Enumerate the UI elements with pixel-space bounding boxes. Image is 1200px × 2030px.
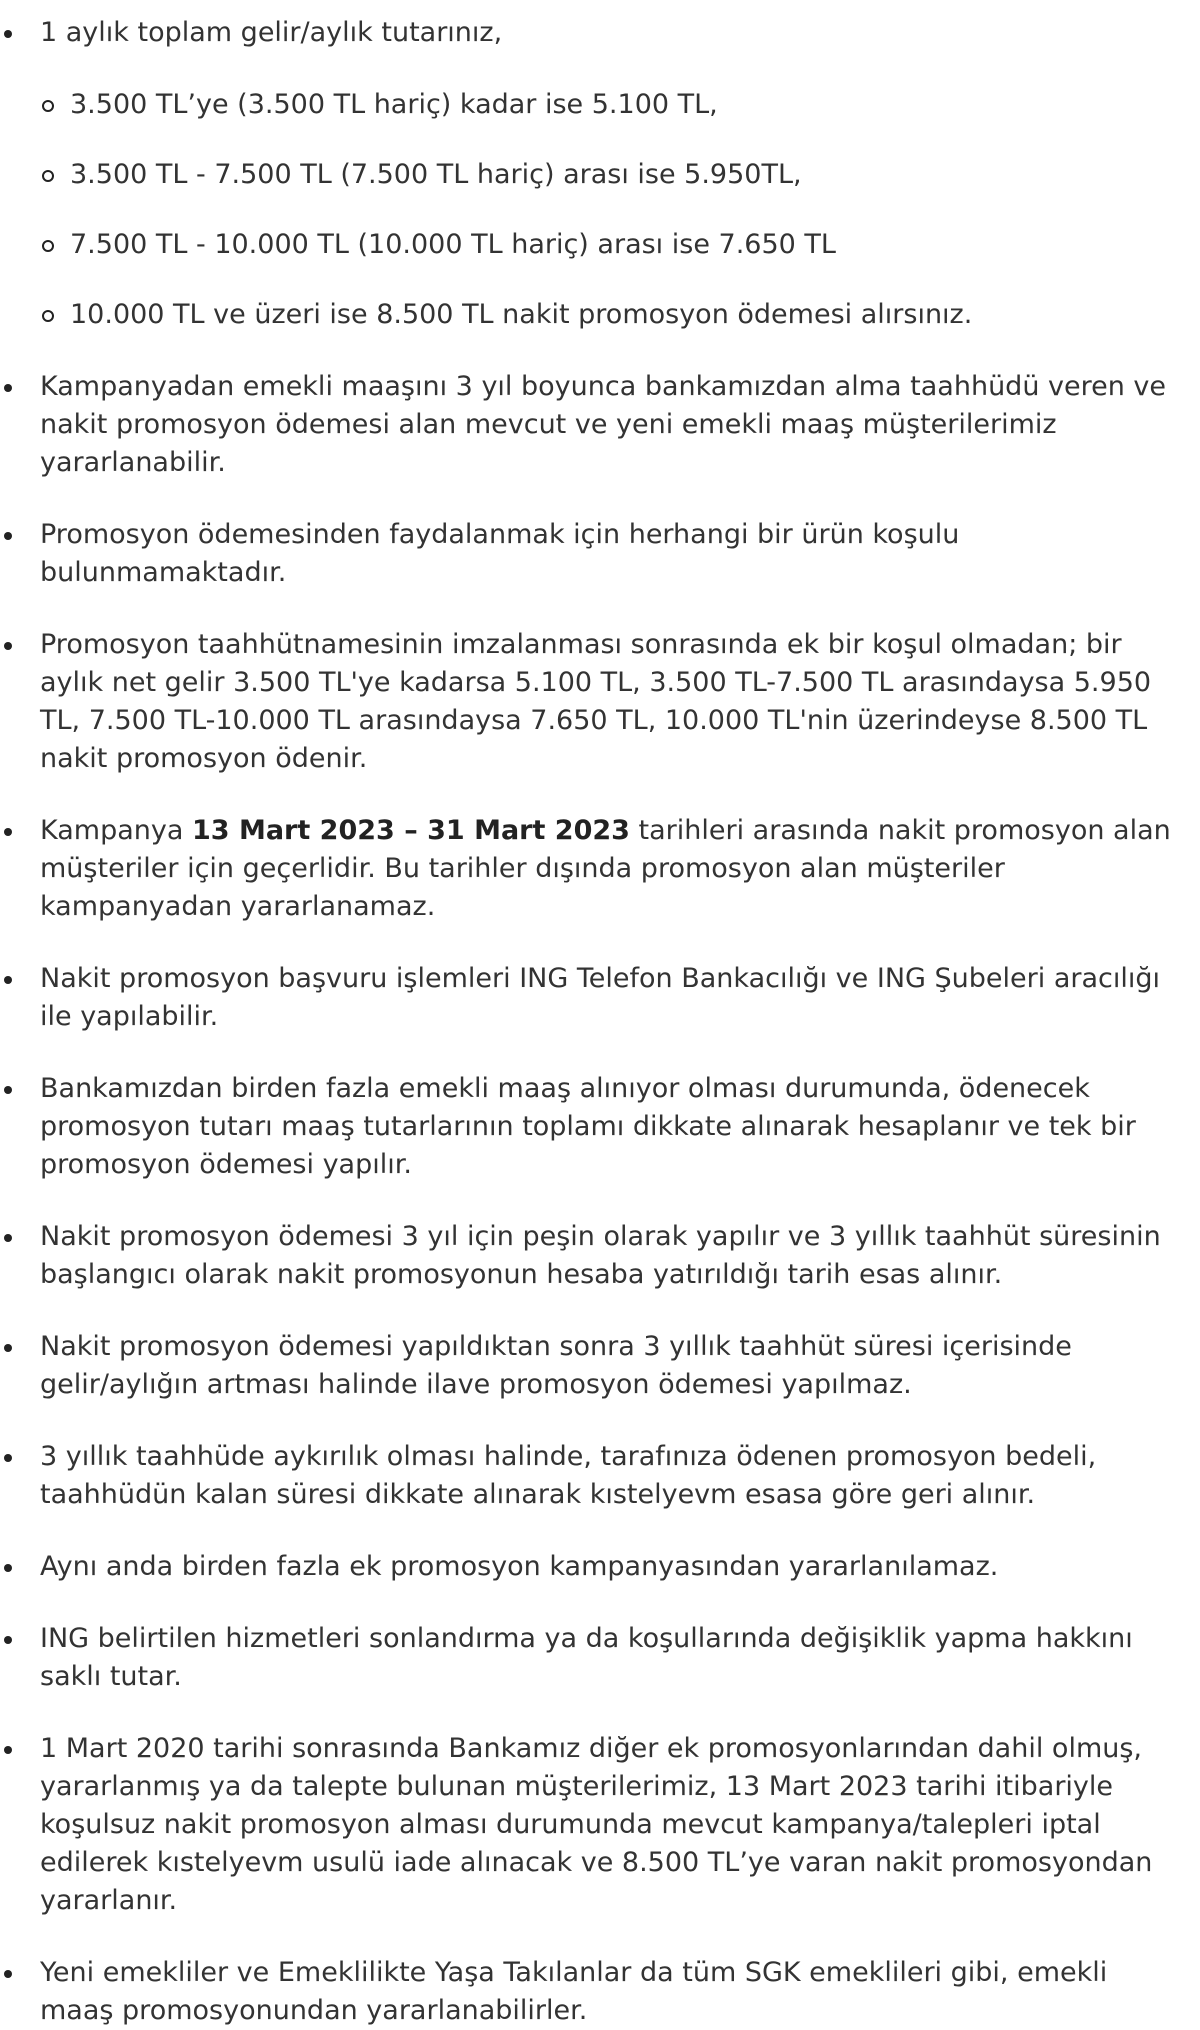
tier-item-2: 3.500 TL - 7.500 TL (7.500 TL hariç) arası ise 5.950TL, <box>40 156 1180 194</box>
list-item-upfront-payment: Nakit promosyon ödemesi 3 yıl için peşin olarak yapılır ve 3 yıllık taahhüt süresinin başlangıcı olarak nakit promosyonun hesaba yatırıldığı tarih esas alınır. <box>0 1218 1200 1294</box>
campaign-date-range: 13 Mart 2023 – 31 Mart 2023 <box>191 815 630 846</box>
terms-list <box>0 14 1200 2030</box>
list-item-no-additional-payment: Nakit promosyon ödemesi yapıldıktan sonra 3 yıllık taahhüt süresi içerisinde gelir/aylığın artması halinde ilave promosyon ödemesi yapılmaz. <box>0 1328 1200 1404</box>
list-item-payment-amounts: Promosyon taahhütnamesinin imzalanması sonrasında ek bir koşul olmadan; bir aylık net gelir 3.500 TL'ye kadarsa 5.100 TL, 3.500 TL-7.500 TL arasındaysa 5.950 TL, 7.500 TL-10.000 TL arasındaysa 7.650 TL, 10.000 TL'nin üzerindeyse 8.500 TL nakit promosyon ödenir. <box>0 626 1200 778</box>
list-item-application-channels: Nakit promosyon başvuru işlemleri ING Telefon Bankacılığı ve ING Şubeleri aracılığı ile yapılabilir. <box>0 960 1200 1036</box>
income-intro-text: 1 aylık toplam gelir/aylık tutarınız, <box>40 17 503 48</box>
list-item-new-retirees: Yeni emekliler ve Emeklilikte Yaşa Takılanlar da tüm SGK emeklileri gibi, emekli maaş promosyonundan yararlanabilirler. <box>0 1954 1200 2030</box>
tier-item-3: 7.500 TL - 10.000 TL (10.000 TL hariç) arası ise 7.650 TL <box>40 226 1180 264</box>
list-item-prior-promotions: 1 Mart 2020 tarihi sonrasında Bankamız diğer ek promosyonlarından dahil olmuş, yararlanmış ya da talepte bulunan müşterilerimiz, 13 Mart 2023 tarihi itibariyle koşulsuz nakit promosyon alması durumunda mevcut kampanya/talepleri iptal edilerek kıstelyevm usulü iade alınacak ve 8.500 TL’ye varan nakit promosyondan yararlanır. <box>0 1730 1200 1920</box>
tier-item-1: 3.500 TL’ye (3.500 TL hariç) kadar ise 5.100 TL, <box>40 86 1180 124</box>
list-item-eligibility: Kampanyadan emekli maaşını 3 yıl boyunca bankamızdan alma taahhüdü veren ve nakit promosyon ödemesi alan mevcut ve yeni emekli maaş müşterilerimiz yararlanabilir. <box>0 368 1200 482</box>
list-item-multiple-pensions: Bankamızdan birden fazla emekli maaş alınıyor olması durumunda, ödenecek promosyon tutarı maaş tutarlarının toplamı dikkate alınarak hesaplanır ve tek bir promosyon ödemesi yapılır. <box>0 1070 1200 1184</box>
list-item-campaign-dates: Kampanya 13 Mart 2023 – 31 Mart 2023 tarihleri arasında nakit promosyon alan müşteriler için geçerlidir. Bu tarihler dışında promosyon alan müşteriler kampanyadan yararlanamaz. <box>0 812 1200 926</box>
list-item-rights-reserved: ING belirtilen hizmetleri sonlandırma ya da koşullarında değişiklik yapma hakkını saklı tutar. <box>0 1620 1200 1696</box>
list-item-single-campaign: Aynı anda birden fazla ek promosyon kampanyasından yararlanılamaz. <box>0 1548 1200 1586</box>
list-item-no-product-condition: Promosyon ödemesinden faydalanmak için herhangi bir ürün koşulu bulunmamaktadır. <box>0 516 1200 592</box>
list-item-income-tiers <box>0 14 1200 334</box>
income-tier-list <box>40 86 1180 334</box>
tier-item-4: 10.000 TL ve üzeri ise 8.500 TL nakit promosyon ödemesi alırsınız. <box>40 296 1180 334</box>
list-item-breach-refund: 3 yıllık taahhüde aykırılık olması halinde, tarafınıza ödenen promosyon bedeli, taahhüdün kalan süresi dikkate alınarak kıstelyevm esasa göre geri alınır. <box>0 1438 1200 1514</box>
